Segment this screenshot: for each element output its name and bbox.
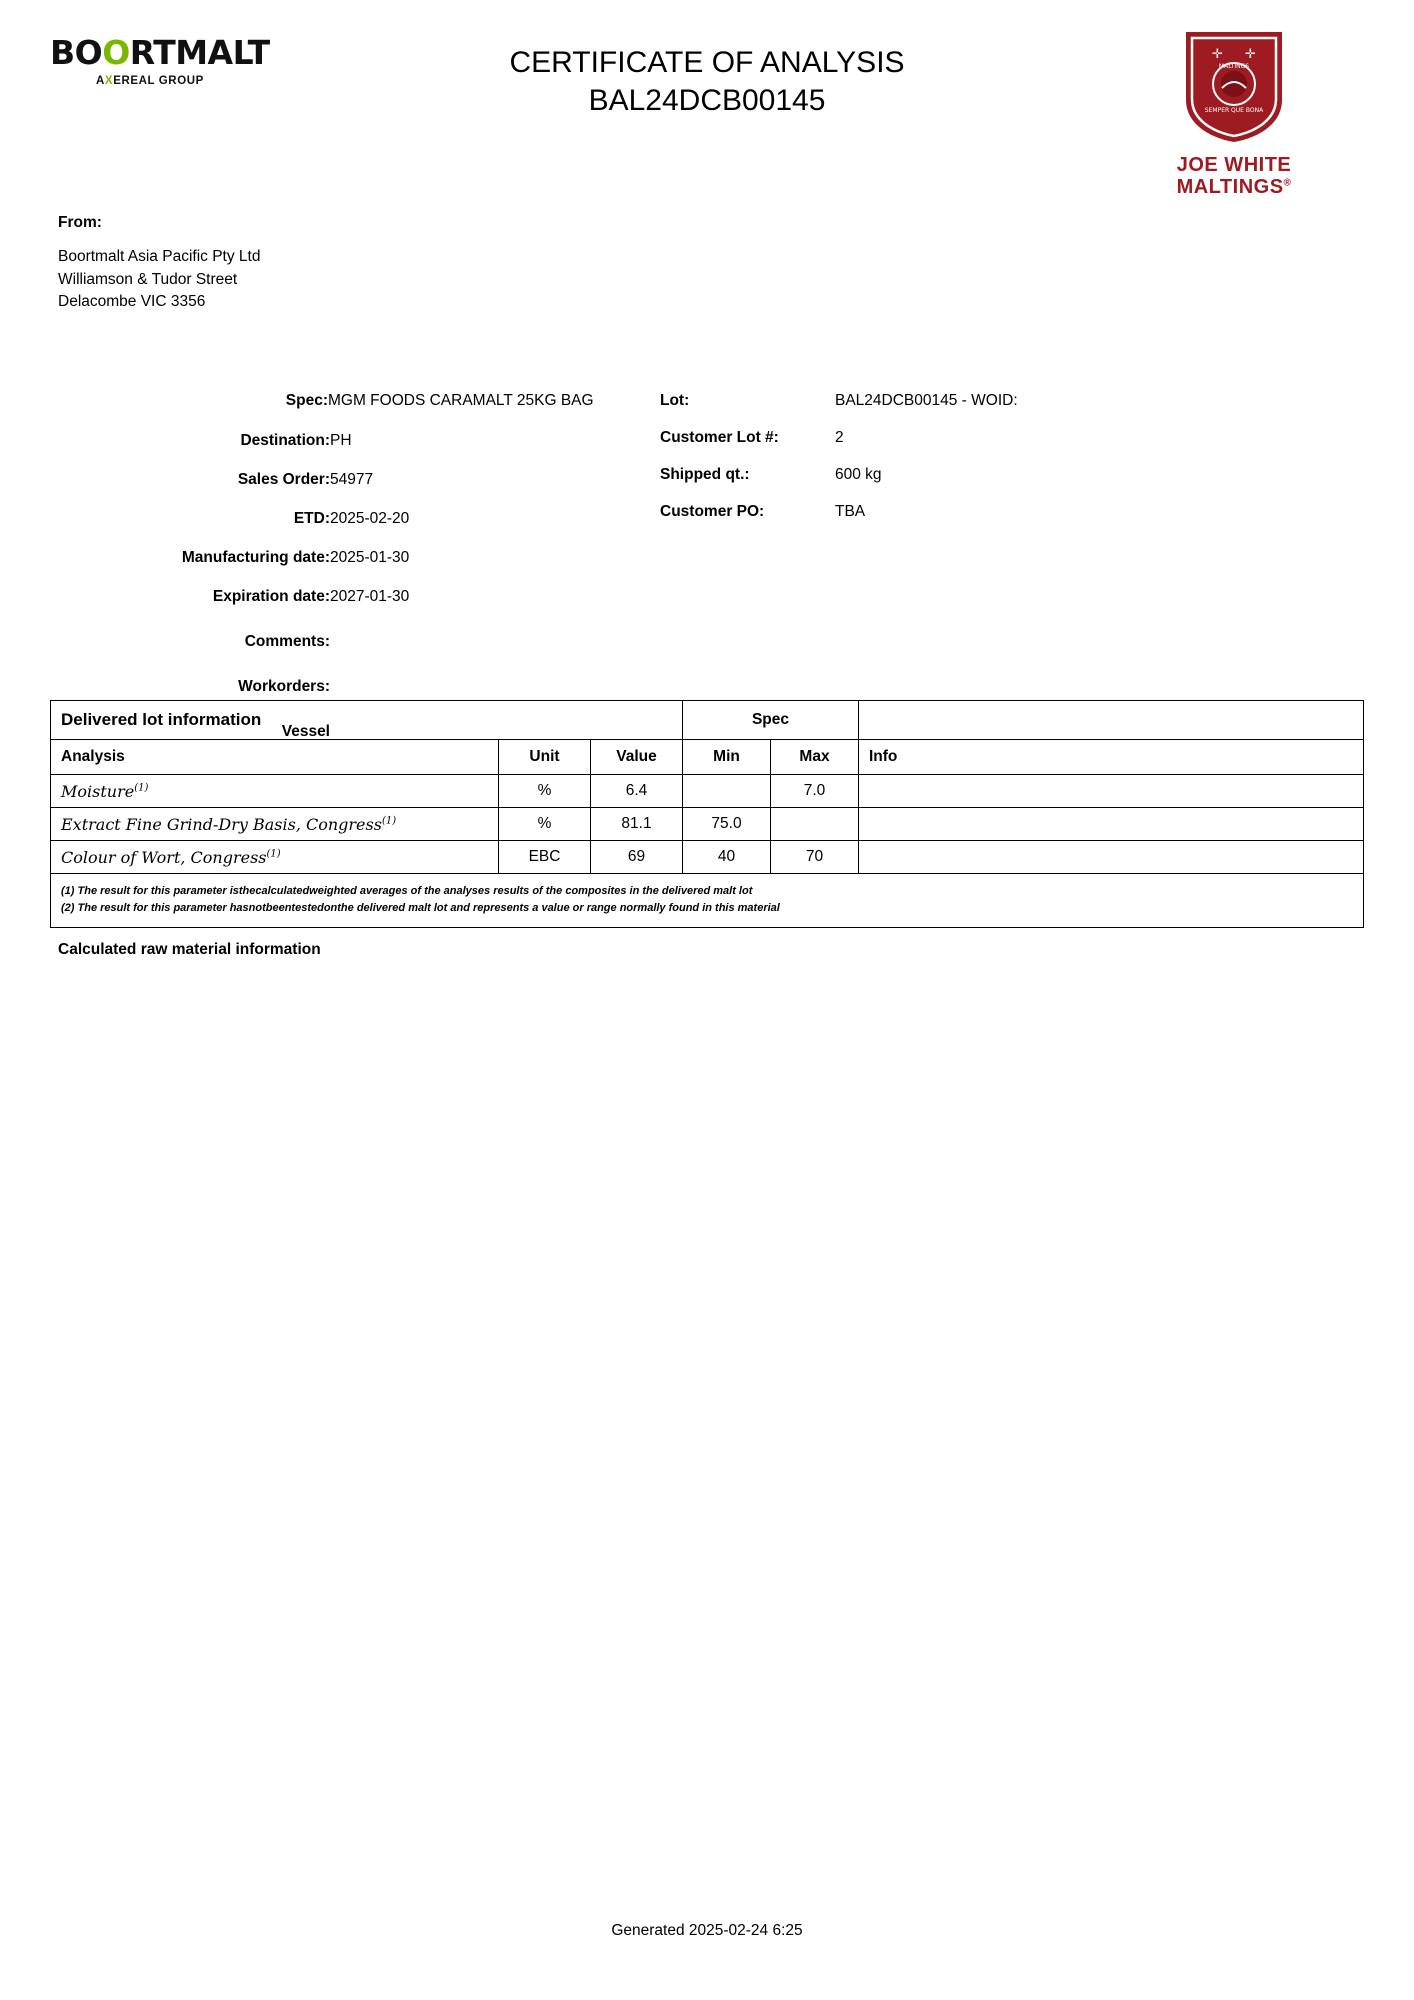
calculated-raw-material-heading: Calculated raw material information [58, 941, 321, 959]
detail-expiration-date-value: 2027-01-30 [330, 588, 410, 606]
boortmalt-logo [50, 33, 300, 87]
analysis-unit-cell [499, 841, 591, 874]
svg-text:✛: ✛ [1212, 47, 1223, 62]
detail-shipped-qty [660, 466, 1160, 484]
analysis-min [683, 784, 770, 798]
from-label: From: [58, 214, 102, 231]
shipment-details-left [50, 392, 610, 754]
detail-shipped-qty-value: 600 kg [835, 466, 882, 484]
detail-comments [50, 633, 610, 651]
analysis-unit: % [537, 782, 552, 800]
svg-text:✛: ✛ [1245, 47, 1256, 62]
analysis-name-cell [51, 808, 499, 841]
from-city: Delacombe VIC 3356 [58, 293, 206, 311]
analysis-min-cell [683, 775, 771, 808]
col-analysis: Analysis [61, 748, 125, 766]
detail-sales-order-value: 54977 [330, 471, 374, 489]
footnote-2: (2) The result for this parameter hasnotbeentestedonthe delivered malt lot and represents a value or range normally found in this material [61, 901, 780, 914]
page-footer [0, 1922, 1414, 1940]
detail-shipped-qty-label: Shipped qt.: [660, 466, 750, 484]
analysis-unit: % [537, 815, 552, 833]
joe-white-logo [1144, 28, 1324, 199]
analysis-max: 70 [805, 848, 824, 866]
detail-spec [50, 392, 610, 410]
analysis-name-note: (1) [381, 815, 397, 827]
document-header [50, 0, 1364, 199]
analysis-name [51, 842, 498, 873]
detail-lot-value: BAL24DCB00145 - WOID: [835, 392, 1018, 410]
analysis-min: 75.0 [711, 815, 742, 833]
analysis-info [859, 784, 1363, 798]
generated-timestamp: Generated 2025-02-24 6:25 [611, 1922, 803, 1939]
analysis-min-cell [683, 841, 771, 874]
analysis-info-cell [859, 775, 1364, 808]
detail-lot-label: Lot: [660, 392, 690, 410]
spec-empty-cell [859, 701, 1364, 740]
from-street: Williamson & Tudor Street [58, 270, 238, 288]
analysis-info-cell [859, 841, 1364, 874]
col-info-cell [859, 740, 1364, 775]
analysis-max [771, 817, 858, 831]
footnotes-cell [51, 874, 1364, 928]
detail-customer-lot-value: 2 [835, 429, 844, 447]
page-title-line1: CERTIFICATE OF ANALYSIS [509, 46, 905, 79]
analysis-name-text: Moisture [61, 781, 135, 801]
analysis-max-cell [771, 775, 859, 808]
analysis-name-text: Colour of Wort, Congress [61, 847, 267, 867]
tagline-x: X [104, 75, 114, 87]
col-min: Min [713, 748, 740, 766]
analysis-max-cell [771, 808, 859, 841]
analysis-info [859, 850, 1363, 864]
detail-destination [50, 432, 610, 450]
detail-spec-label: Spec: [285, 392, 328, 410]
analysis-name-cell [51, 841, 499, 874]
analysis-value-cell [591, 841, 683, 874]
analysis-value: 6.4 [625, 782, 648, 800]
analysis-info [859, 817, 1363, 831]
from-company: Boortmalt Asia Pacific Pty Ltd [58, 247, 261, 265]
spec-header-cell [683, 701, 859, 740]
analysis-name-cell [51, 775, 499, 808]
analysis-name-note: (1) [134, 782, 149, 794]
table-footnotes [51, 874, 1363, 927]
footnote-1: (1) The result for this parameter isthecalculatedweighted averages of the analyses results of the composites in the delivered malt lot [61, 885, 753, 898]
boortmalt-logo-rest: RTMALT [129, 33, 270, 72]
col-unit: Unit [529, 748, 560, 766]
detail-expiration-date-label: Expiration date: [212, 588, 330, 606]
detail-sales-order-label: Sales Order: [237, 471, 330, 489]
boortmalt-logo-main: BO [50, 33, 103, 72]
from-block [58, 212, 1364, 314]
joe-white-wordmark [1144, 154, 1324, 199]
detail-destination-label: Destination: [240, 432, 330, 450]
col-min-cell [683, 740, 771, 775]
delivered-lot-title: Delivered lot information [61, 710, 262, 730]
analysis-max-cell [771, 841, 859, 874]
joe-white-trademark: ® [1283, 177, 1292, 189]
svg-text:MALTINGS: MALTINGS [1218, 63, 1250, 70]
detail-lot [660, 392, 1160, 410]
page-title-line2: BAL24DCB00145 [588, 84, 826, 118]
detail-expiration-date [50, 588, 610, 606]
shipment-details-right [660, 392, 1160, 540]
detail-workorders [50, 678, 610, 696]
analysis-value-cell [591, 808, 683, 841]
detail-manufacturing-date-value: 2025-01-30 [330, 549, 410, 567]
tagline-ereal: EREAL [113, 75, 155, 87]
analysis-unit-cell [499, 775, 591, 808]
detail-customer-po-label: Customer PO: [660, 503, 765, 521]
col-value: Value [616, 748, 657, 766]
analysis-name-note: (1) [266, 848, 281, 860]
analysis-value-cell [591, 775, 683, 808]
analysis-min-cell [683, 808, 771, 841]
boortmalt-tagline [96, 75, 300, 87]
spec-header: Spec [751, 711, 790, 729]
boortmalt-logo-dot: O [102, 33, 130, 72]
table-row [51, 841, 1364, 874]
tagline-a: A [96, 75, 105, 87]
shield-icon [1182, 28, 1286, 146]
analysis-value: 81.1 [621, 815, 652, 833]
analysis-unit-cell [499, 808, 591, 841]
analysis-name-text: Extract Fine Grind-Dry Basis, Congress [61, 814, 382, 834]
table-row [51, 775, 1364, 808]
svg-text:SEMPER QUE BONA: SEMPER QUE BONA [1204, 107, 1264, 114]
detail-vessel [50, 723, 610, 741]
col-max: Max [799, 748, 830, 766]
analysis-unit: EBC [528, 848, 561, 866]
detail-workorders-label: Workorders: [238, 678, 330, 696]
table-row [51, 808, 1364, 841]
detail-vessel-label: Vessel [281, 723, 330, 741]
detail-spec-value: MGM FOODS CARAMALT 25KG BAG [328, 392, 594, 410]
detail-etd [50, 510, 610, 528]
detail-manufacturing-date [50, 549, 610, 567]
joe-white-line2: MALTINGS [1176, 176, 1284, 199]
analysis-max: 7.0 [803, 782, 826, 800]
detail-customer-lot [660, 429, 1160, 447]
detail-destination-value: PH [330, 432, 352, 450]
detail-customer-po [660, 503, 1160, 521]
table-footnotes-row [51, 874, 1364, 928]
analysis-name [51, 776, 498, 807]
detail-etd-value: 2025-02-20 [330, 510, 410, 528]
analysis-info-cell [859, 808, 1364, 841]
tagline-group: GROUP [154, 75, 204, 87]
joe-white-line1: JOE WHITE [1176, 154, 1292, 176]
detail-customer-po-value: TBA [835, 503, 866, 521]
detail-customer-lot-label: Customer Lot #: [660, 429, 779, 447]
boortmalt-wordmark [50, 33, 300, 72]
analysis-name [51, 809, 498, 840]
detail-etd-label: ETD: [293, 510, 330, 528]
detail-sales-order [50, 471, 610, 489]
col-info: Info [869, 748, 898, 766]
analysis-min: 40 [717, 848, 736, 866]
analysis-value: 69 [627, 848, 646, 866]
detail-manufacturing-date-label: Manufacturing date: [181, 549, 330, 567]
col-max-cell [771, 740, 859, 775]
detail-comments-label: Comments: [244, 633, 330, 651]
